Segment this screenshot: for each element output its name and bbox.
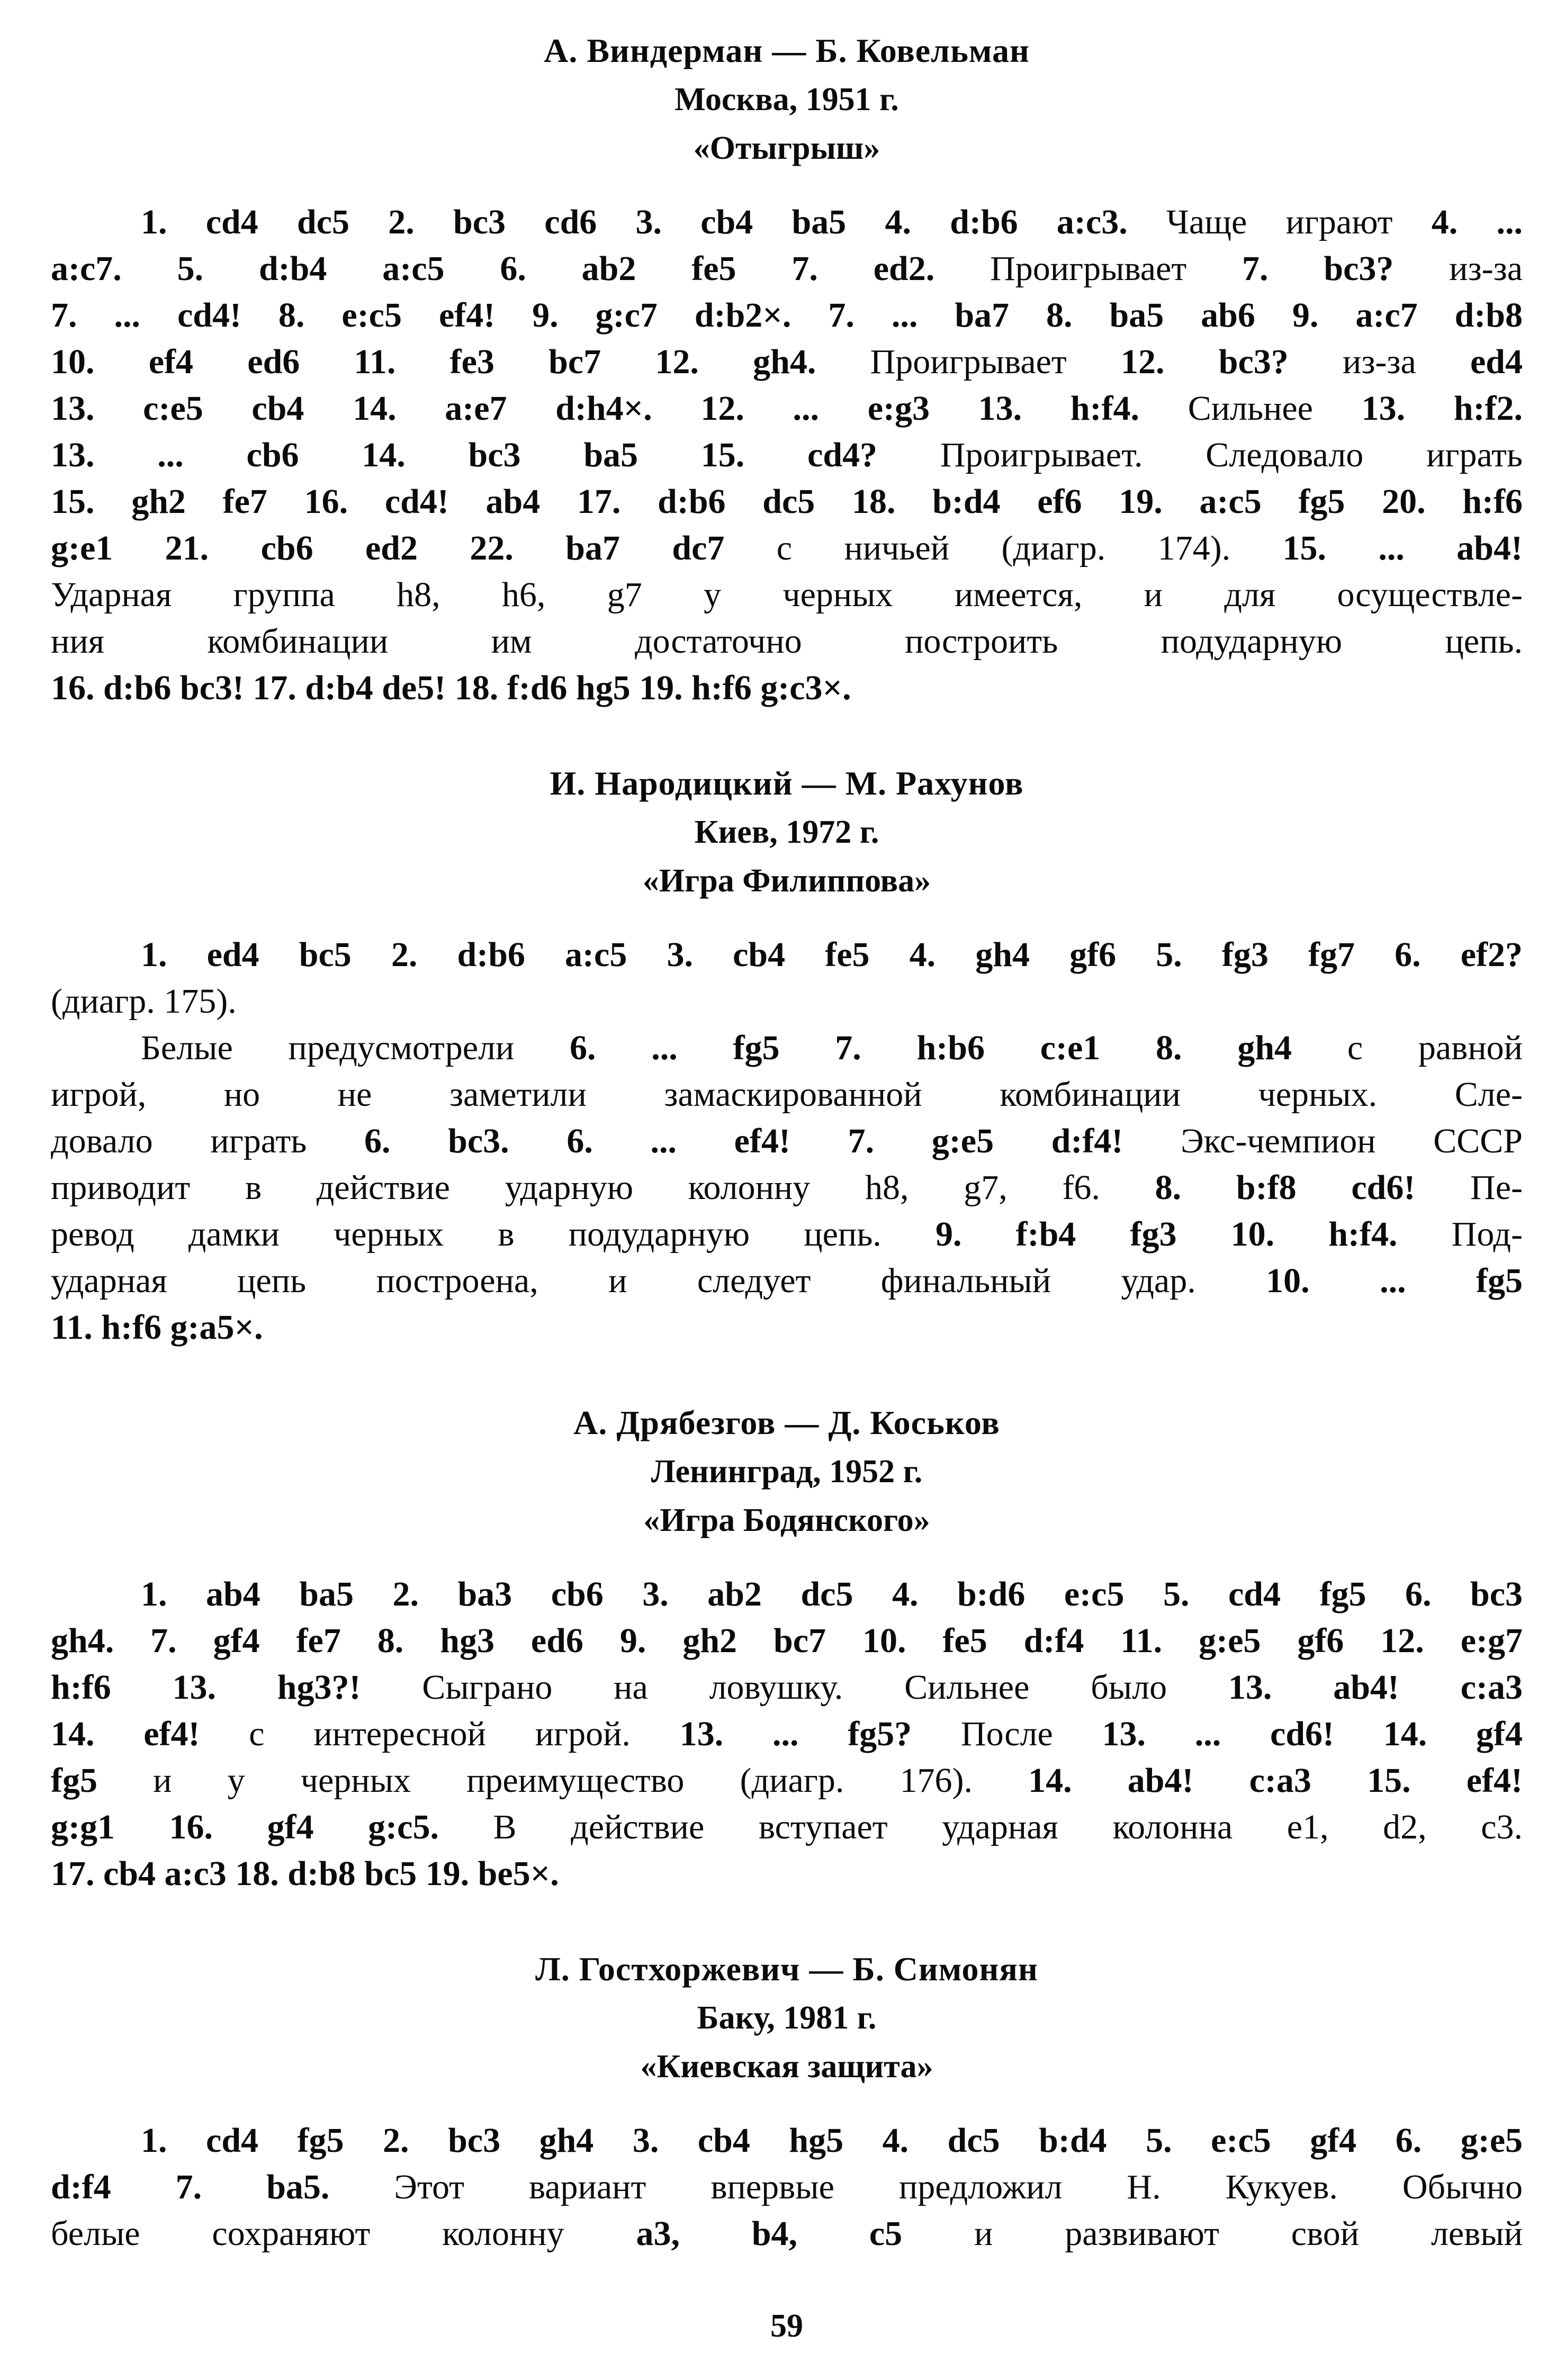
text-line — [51, 2164, 1523, 2211]
text-line — [51, 2211, 1523, 2257]
commentary-text: После — [912, 1715, 1102, 1753]
move-notation: g:e1 21. cb6 ed2 22. ba7 dc7 — [51, 529, 725, 567]
text-line — [51, 385, 1523, 432]
move-notation: 11. h:f6 g:a5×. — [51, 1308, 263, 1347]
move-notation: 10. ef4 ed6 11. fe3 bc7 12. gh4. — [51, 342, 816, 381]
move-notation: 15. ... ab4! — [1282, 529, 1523, 567]
text-line — [51, 1711, 1523, 1757]
commentary-text: белые сохраняют колонну — [51, 2214, 636, 2253]
text-line — [51, 1071, 1523, 1118]
game-players-heading: А. Виндерман — Б. Ковельман — [544, 32, 1030, 69]
commentary-text: Проигрывает — [934, 249, 1243, 288]
text-line — [51, 618, 1523, 665]
move-notation: 1. cd4 fg5 2. bc3 gh4 3. cb4 hg5 4. dc5 b:d4 5. e:c5 gf4 6. g:e5 — [141, 2121, 1523, 2160]
text-line — [51, 1618, 1523, 1664]
move-notation: 6. bc3. 6. ... ef4! 7. g:e5 d:f4! — [364, 1122, 1123, 1160]
commentary-text: из-за — [1288, 342, 1471, 381]
move-notation: 13. c:e5 cb4 14. a:e7 d:h4×. 12. ... e:g3 13. h:f4. — [51, 389, 1140, 428]
game-text-paragraph — [51, 1571, 1523, 1897]
game-players-heading: И. Народицкий — М. Рахунов — [550, 764, 1024, 802]
commentary-text: с равной — [1292, 1029, 1523, 1067]
move-notation: fg5 — [51, 1761, 97, 1800]
text-line — [51, 199, 1523, 246]
commentary-text: ревод дамки черных в подударную цепь. — [51, 1215, 936, 1254]
game-opening-title: «Киевская защита» — [640, 2049, 933, 2085]
text-line — [51, 1118, 1523, 1165]
text-line — [51, 479, 1523, 525]
move-notation: 13. ... cd6! 14. gf4 — [1102, 1715, 1523, 1753]
commentary-text: ния комбинации им достаточно построить подударную цепь. — [51, 622, 1523, 661]
text-line — [51, 1025, 1523, 1071]
text-line — [51, 1757, 1523, 1804]
page-content — [51, 26, 1523, 2347]
commentary-text: (диагр. 175). — [51, 982, 237, 1021]
text-line — [51, 2117, 1523, 2164]
game-text-paragraph — [51, 1025, 1523, 1351]
text-line — [51, 665, 1523, 711]
move-notation: 12. bc3? — [1121, 342, 1289, 381]
commentary-text: и у черных преимущество (диагр. 176). — [97, 1761, 1029, 1800]
commentary-text: ударная цепь построена, и следует финальный удар. — [51, 1261, 1266, 1300]
game-opening-title: «Игра Филиппова» — [642, 863, 931, 899]
game-venue: Москва, 1951 г. — [674, 82, 899, 118]
game-text-paragraph — [51, 199, 1523, 711]
move-notation: a3, b4, c5 — [636, 2214, 903, 2253]
text-line — [51, 1211, 1523, 1258]
text-line — [51, 1851, 1523, 1897]
move-notation: 1. ab4 ba5 2. ba3 cb6 3. ab2 dc5 4. b:d6 e:c5 5. cd4 fg5 6. bc3 — [141, 1575, 1523, 1613]
text-line — [51, 1165, 1523, 1211]
move-notation: 4. ... — [1431, 203, 1523, 241]
move-notation: g:g1 16. gf4 g:c5. — [51, 1808, 439, 1846]
move-notation: 14. ef4! — [51, 1715, 200, 1753]
text-line — [51, 246, 1523, 292]
commentary-text: Пе- — [1415, 1168, 1523, 1207]
text-line — [51, 572, 1523, 618]
page-number: 59 — [770, 2308, 803, 2344]
commentary-text: Белые предусмотрели — [141, 1029, 570, 1067]
commentary-text: с интересной игрой. — [200, 1715, 680, 1753]
move-notation: 15. gh2 fe7 16. cd4! ab4 17. d:b6 dc5 18. b:d4 ef6 19. a:c5 fg5 20. h:f6 — [51, 482, 1523, 521]
commentary-text: Под- — [1397, 1215, 1523, 1254]
move-notation: 7. ... cd4! 8. e:c5 ef4! 9. g:c7 d:b2×. 7. ... ba7 8. ba5 ab6 9. a:c7 d:b8 — [51, 296, 1523, 335]
move-notation: 13. ab4! c:a3 — [1228, 1668, 1523, 1707]
commentary-text: приводит в действие ударную колонну h8, g7, f6. — [51, 1168, 1155, 1207]
game-venue: Ленинград, 1952 г. — [651, 1454, 923, 1490]
game-venue: Киев, 1972 г. — [694, 814, 879, 850]
commentary-text: Проигрывает. Следовало играть — [877, 436, 1523, 474]
move-notation: 13. ... cb6 14. bc3 ba5 15. cd4? — [51, 436, 878, 474]
commentary-text: Этот вариант впервые предложил Н. Кукуев. Обычно — [329, 2168, 1523, 2206]
move-notation: 13. ... fg5? — [679, 1715, 912, 1753]
move-notation: 13. h:f2. — [1361, 389, 1523, 428]
commentary-text: Экс-чемпион СССР — [1123, 1122, 1523, 1160]
text-line — [51, 525, 1523, 572]
text-line — [51, 432, 1523, 479]
game-section-2 — [51, 759, 1523, 1351]
commentary-text: и развивают свой левый — [902, 2214, 1523, 2253]
text-line — [51, 978, 1523, 1025]
move-notation: 10. ... fg5 — [1266, 1261, 1523, 1300]
game-section-4 — [51, 1945, 1523, 2257]
game-players-heading: Л. Гостхоржевич — Б. Симонян — [535, 1950, 1038, 1988]
text-line — [51, 1258, 1523, 1304]
commentary-text: Сильнее — [1139, 389, 1362, 428]
text-line — [51, 1304, 1523, 1351]
move-notation: 14. ab4! c:a3 15. ef4! — [1028, 1761, 1523, 1800]
move-notation: 9. f:b4 fg3 10. h:f4. — [935, 1215, 1398, 1254]
move-notation: 8. b:f8 cd6! — [1155, 1168, 1416, 1207]
text-line — [51, 1664, 1523, 1711]
move-notation: 17. cb4 a:c3 18. d:b8 bc5 19. be5×. — [51, 1854, 559, 1893]
commentary-text: из-за — [1393, 249, 1523, 288]
text-line — [51, 292, 1523, 339]
move-notation: 6. ... fg5 7. h:b6 c:e1 8. gh4 — [570, 1029, 1292, 1067]
commentary-text: игрой, но не заметили замаскированной комбинации черных. Сле- — [51, 1075, 1523, 1114]
move-notation: h:f6 13. hg3?! — [51, 1668, 361, 1707]
game-text-paragraph — [51, 932, 1523, 1025]
game-opening-title: «Отыгрыш» — [693, 130, 880, 166]
text-line — [51, 339, 1523, 385]
game-venue: Баку, 1981 г. — [697, 2000, 877, 2036]
commentary-text: Чаще играют — [1127, 203, 1432, 241]
text-line — [51, 1804, 1523, 1851]
game-opening-title: «Игра Бодянского» — [643, 1502, 930, 1538]
move-notation: 7. bc3? — [1242, 249, 1394, 288]
move-notation: 1. ed4 bc5 2. d:b6 a:c5 3. cb4 fe5 4. gh4 gf6 5. fg3 fg7 6. ef2? — [141, 935, 1523, 974]
move-notation: a:c7. 5. d:b4 a:c5 6. ab2 fe5 7. ed2. — [51, 249, 935, 288]
game-text-paragraph — [51, 2117, 1523, 2257]
commentary-text: с ничьей (диагр. 174). — [724, 529, 1283, 567]
commentary-text: Ударная группа h8, h6, g7 у черных имеется, и для осуществле- — [51, 575, 1523, 614]
move-notation: 1. cd4 dc5 2. bc3 cd6 3. cb4 ba5 4. d:b6 a:c3. — [141, 203, 1128, 241]
move-notation: 16. d:b6 bc3! 17. d:b4 de5! 18. f:d6 hg5 19. h:f6 g:c3×. — [51, 669, 851, 707]
game-section-1 — [51, 26, 1523, 711]
game-players-heading: А. Дрябезгов — Д. Коськов — [573, 1404, 1000, 1441]
move-notation: ed4 — [1470, 342, 1523, 381]
text-line — [51, 1571, 1523, 1618]
move-notation: gh4. 7. gf4 fe7 8. hg3 ed6 9. gh2 bc7 10. fe5 d:f4 11. g:e5 gf6 12. e:g7 — [51, 1621, 1523, 1660]
commentary-text: В действие вступает ударная колонна e1, d2, c3. — [438, 1808, 1523, 1846]
move-notation: d:f4 7. ba5. — [51, 2168, 330, 2206]
commentary-text: Проигрывает — [816, 342, 1121, 381]
commentary-text: довало играть — [51, 1122, 364, 1160]
game-section-3 — [51, 1399, 1523, 1897]
commentary-text: Сыграно на ловушку. Сильнее было — [361, 1668, 1228, 1707]
text-line — [51, 932, 1523, 978]
